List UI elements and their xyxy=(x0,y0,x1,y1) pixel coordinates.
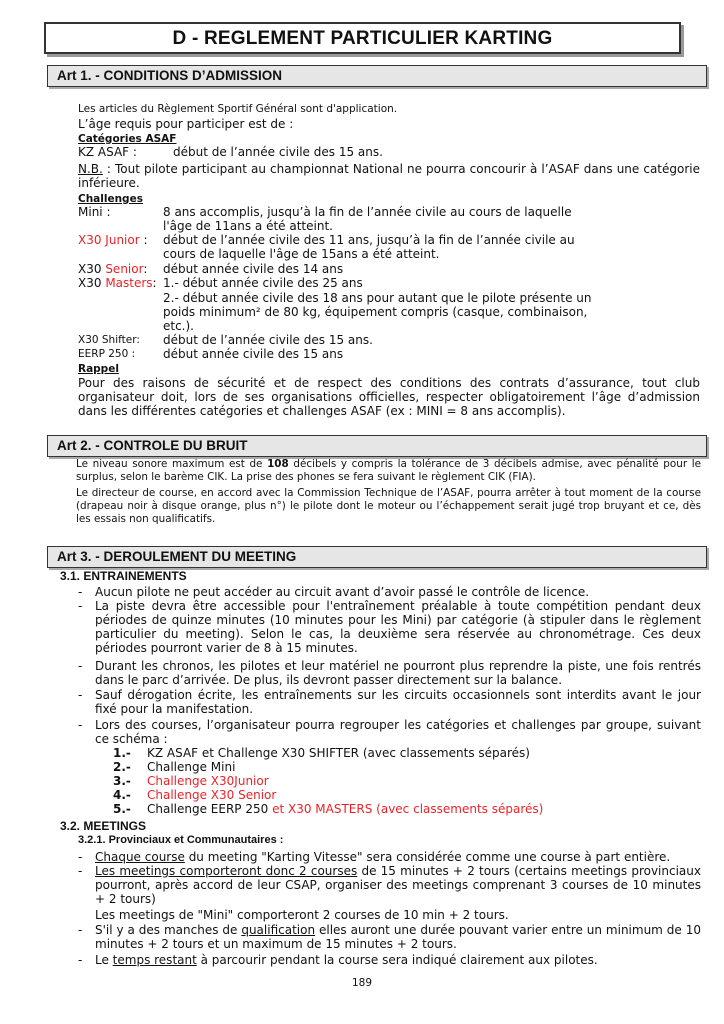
group-text-1 xyxy=(147,746,530,760)
group-2-text: Challenge Mini xyxy=(147,760,236,774)
group-text-5 xyxy=(147,802,543,816)
meeting-item-3 xyxy=(95,923,701,951)
group-text-4 xyxy=(147,788,276,802)
group-1-text: KZ ASAF et Challenge X30 SHIFTER (avec classements séparés) xyxy=(147,746,530,760)
meeting-1-rest: du meeting "Karting Vitesse" sera considérée comme une course à part entière. xyxy=(184,850,671,864)
training-item-1: Aucun pilote ne peut accéder au circuit avant d’avoir passé le contrôle de licence. xyxy=(95,585,590,599)
bullet-dash: - xyxy=(78,599,83,613)
rappel-heading: Rappel xyxy=(78,363,119,375)
art1-intro-2: L’âge requis pour participer est de : xyxy=(78,117,294,131)
art2-p1-start: Le niveau sonore maximum est de xyxy=(76,458,268,470)
group-4-red: Challenge X30 Senior xyxy=(147,788,277,802)
group-num-4: 4.- xyxy=(113,788,131,802)
meeting-item-2-extra: Les meetings de "Mini" comporteront 2 courses de 10 min + 2 tours. xyxy=(95,908,509,922)
bullet-dash: - xyxy=(78,923,83,937)
bullet-dash: - xyxy=(78,864,83,878)
x30-masters-line-2: 2.- début année civile des 18 ans pour autant que le pilote présente un xyxy=(163,291,592,305)
art3-heading-box xyxy=(47,546,707,568)
rappel-paragraph: Pour des raisons de sécurité et de respect des conditions des contrats d’assurance, tout club organisateur doit, lors de ses organisations officielles, respecter obligatoirement l’âge d’admission dans les différentes catégories et challenges ASAF (ex : MINI = 8 ans accomplis). xyxy=(78,376,700,418)
nb-label: N.B. xyxy=(78,162,103,176)
group-num-5: 5.- xyxy=(113,802,131,816)
group-num-3: 3.- xyxy=(113,774,131,788)
eerp-value: début année civile des 15 ans xyxy=(163,347,344,361)
x30-masters-line-3: poids minimum² de 80 kg, équipement compris (casque, combinaison, xyxy=(163,305,588,319)
section-3-2-heading: 3.2. MEETINGS xyxy=(60,819,147,833)
art2-heading: Art 2. - CONTROLE DU BRUIT xyxy=(57,438,248,453)
page-title: D - REGLEMENT PARTICULIER KARTING xyxy=(172,28,553,49)
x30-senior-colon: : xyxy=(143,262,148,276)
page-title-box xyxy=(44,22,681,54)
training-item-2: La piste devra être accessible pour l'entraînement préalable à toute compétition pendant deux périodes de quinze minutes (10 minutes pour les Mini) par catégorie (à stipuler dans le règlement particulier du meeting). Selon le cas, la deuxième sera réservée au chronométrage. Ces deux périodes pourront varier de 8 à 15 minutes. xyxy=(95,599,701,655)
group-5-text: Challenge EERP 250 xyxy=(147,802,273,816)
mini-label: Mini : xyxy=(78,205,111,219)
art2-paragraph-1 xyxy=(76,458,701,484)
art2-heading-box xyxy=(47,435,707,457)
x30-junior-line-2: cours de laquelle l'âge de 15ans a été atteint. xyxy=(163,247,440,261)
meeting-item-2 xyxy=(95,864,701,906)
art1-heading: Art 1. - CONDITIONS D’ADMISSION xyxy=(57,68,283,83)
training-item-3: Durant les chronos, les pilotes et leur matériel ne pourront plus reprendre la piste, une fois rentrés dans le parc d’arrivée. De plus, ils devront passer directement sur la balance. xyxy=(95,659,701,687)
x30-shifter-label: X30 Shifter: xyxy=(78,334,140,346)
bullet-dash: - xyxy=(78,585,83,599)
art2-p1-decibel-value: 108 xyxy=(267,458,289,470)
section-3-2-1-heading: 3.2.1. Provinciaux et Communautaires : xyxy=(78,834,284,846)
x30-masters-word: Masters xyxy=(105,276,153,290)
meeting-4-start: Le xyxy=(95,953,113,967)
x30-junior-label xyxy=(78,233,148,247)
x30-senior-prefix: X30 xyxy=(78,262,106,276)
group-num-1: 1.- xyxy=(113,746,131,760)
x30-senior-label xyxy=(78,262,147,276)
meeting-2-underlined: Les meetings comporteront donc 2 courses xyxy=(95,864,358,878)
bullet-dash: - xyxy=(78,718,83,732)
kz-value: début de l’année civile des 15 ans. xyxy=(173,145,383,159)
x30-masters-label xyxy=(78,276,157,290)
meeting-item-1 xyxy=(95,850,701,864)
nb-paragraph xyxy=(78,162,700,190)
group-num-2: 2.- xyxy=(113,760,131,774)
meeting-4-underlined: temps restant xyxy=(112,953,197,967)
bullet-dash: - xyxy=(78,850,83,864)
art1-intro-1: Les articles du Règlement Sportif Général sont d'application. xyxy=(78,103,398,115)
page-number: 189 xyxy=(351,977,373,989)
meeting-3-underlined: qualification xyxy=(241,923,316,937)
x30-junior-colon: : xyxy=(139,233,148,247)
meeting-item-4 xyxy=(95,953,701,967)
x30-masters-prefix: X30 xyxy=(78,276,106,290)
bullet-dash: - xyxy=(78,659,83,673)
art2-p1-end: décibels y compris la tolérance de 3 décibels admise, avec pénalité pour le surplus, selon le barème CIK. La prise des phones se fera suivant le règlement CIK (FIA). xyxy=(76,458,701,483)
group-5-red: et X30 MASTERS (avec classements séparés) xyxy=(272,802,544,816)
mini-line-1: 8 ans accomplis, jusqu’à la fin de l’année civile au cours de laquelle xyxy=(163,205,572,219)
bullet-dash: - xyxy=(78,688,83,702)
art3-heading: Art 3. - DEROULEMENT DU MEETING xyxy=(57,549,297,564)
group-text-2 xyxy=(147,760,235,774)
nb-text: : Tout pilote participant au championnat National ne pourra concourir à l’ASAF dans une catégorie inférieure. xyxy=(78,162,700,190)
training-item-5: Lors des courses, l’organisateur pourra regrouper les catégories et challenges par groupe, suivant ce schéma : xyxy=(95,718,701,746)
x30-masters-colon: : xyxy=(152,276,157,290)
eerp-label: EERP 250 : xyxy=(78,348,136,360)
group-3-red: Challenge X30Junior xyxy=(147,774,269,788)
categories-heading: Catégories ASAF xyxy=(78,133,177,145)
section-3-1-heading: 3.1. ENTRAINEMENTS xyxy=(60,569,187,583)
meeting-3-end: elles auront une durée pouvant varier entre un minimum de 10 minutes + 2 tours et un maximum de 15 minutes + 2 tours. xyxy=(95,923,701,951)
meeting-3-start: S'il y a des manches de xyxy=(95,923,242,937)
x30-senior-word: Senior xyxy=(105,262,144,276)
x30-junior-line-1: début de l’année civile des 11 ans, jusqu’à la fin de l’année civile au xyxy=(163,233,575,247)
x30-masters-line-4: etc.). xyxy=(163,319,194,333)
meeting-2-rest: de 15 minutes + 2 tours (certains meetings provinciaux pourront, après accord de leur CSAP, organiser des meetings comprenant 3 courses de 10 minutes + 2 tours) xyxy=(95,864,701,906)
x30-senior-value: début année civile des 14 ans xyxy=(163,262,344,276)
mini-line-2: l'âge de 11ans a été atteint. xyxy=(163,219,333,233)
group-text-3 xyxy=(147,774,269,788)
x30-masters-line-1: 1.- début année civile des 25 ans xyxy=(163,276,363,290)
art1-heading-box xyxy=(47,65,707,87)
training-item-4: Sauf dérogation écrite, les entraînements sur les circuits occasionnels sont interdits avant le jour fixé pour la manifestation. xyxy=(95,688,701,716)
kz-label: KZ ASAF : xyxy=(78,145,137,159)
challenges-heading: Challenges xyxy=(78,193,143,205)
x30-shifter-value: début de l’année civile des 15 ans. xyxy=(163,333,373,347)
x30-junior-word: X30 Junior xyxy=(78,233,140,247)
meeting-4-end: à parcourir pendant la course sera indiqué clairement aux pilotes. xyxy=(196,953,598,967)
meeting-1-underlined: Chaque course xyxy=(95,850,185,864)
bullet-dash: - xyxy=(78,953,83,967)
art2-paragraph-2: Le directeur de course, en accord avec la Commission Technique de l’ASAF, pourra arrêter à tout moment de la course (drapeau noir à disque orange, plus n°) le pilote dont le moteur ou l’échappement serait jugé trop bruyant et ce, dès les essais non qualificatifs. xyxy=(76,487,701,525)
